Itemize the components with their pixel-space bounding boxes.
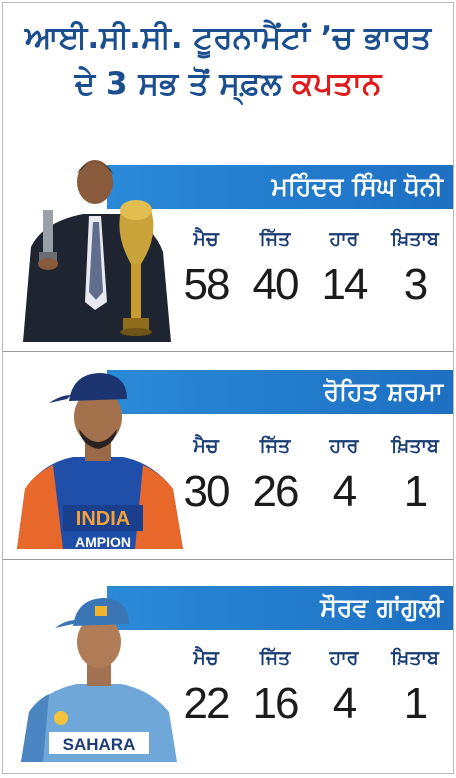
stats-grid: [173, 429, 453, 521]
label-wins: ਜਿੱਤ: [259, 647, 291, 669]
stats-grid: [173, 222, 453, 314]
value-losses: 14: [321, 260, 367, 309]
value-matches: 30: [183, 467, 229, 516]
captain-card-ganguly: [3, 569, 453, 762]
value-losses: 4: [332, 679, 356, 728]
infographic-frame: [2, 2, 454, 774]
jersey-india-text: INDIA: [75, 508, 131, 530]
value-losses: 4: [332, 467, 356, 516]
headline: [3, 3, 453, 107]
label-matches: ਮੈਚ: [193, 647, 219, 669]
label-matches: ਮੈਚ: [193, 228, 219, 250]
dhoni-with-trophies-photo: [3, 152, 193, 342]
captain-name-banner: ਮਹਿੰਦਰ ਸਿੰਘ ਧੋਨੀ: [107, 165, 453, 209]
headline-accent-word: ਕਪਤਾਨ: [292, 66, 382, 102]
label-wins: ਜਿੱਤ: [259, 228, 291, 250]
value-matches: 22: [183, 679, 229, 728]
label-matches: ਮੈਚ: [193, 435, 219, 457]
value-wins: 40: [252, 260, 298, 309]
label-losses: ਹਾਰ: [329, 647, 359, 669]
headline-line2: [3, 61, 453, 107]
stats-grid: [173, 641, 453, 733]
value-titles: 3: [403, 260, 427, 309]
captain-name-banner: ਸੌਰਵ ਗਾਂਗੁਲੀ: [107, 586, 453, 630]
divider: [3, 351, 453, 352]
value-matches: 58: [183, 260, 229, 309]
headline-line1: ਆਈ.ਸੀ.ਸੀ. ਟੂਰਨਾਮੈਂਟਾਂ ’ਚ ਭਾਰਤ: [24, 20, 432, 56]
captain-name-banner: ਰੋਹਿਤ ਸ਼ਰਮਾ: [107, 370, 453, 414]
captain-card-rohit: [3, 359, 453, 549]
jersey-sahara-text: SAHARA: [62, 735, 136, 754]
label-titles: ਖ਼ਿਤਾਬ: [391, 435, 439, 457]
headline-line2-prefix: ਦੇ 3 ਸਭ ਤੋਂ ਸ੍ਫ਼ਲ: [74, 66, 282, 102]
value-wins: 16: [252, 679, 298, 728]
value-wins: 26: [252, 467, 298, 516]
value-titles: 1: [403, 467, 427, 516]
label-titles: ਖ਼ਿਤਾਬ: [391, 647, 439, 669]
divider: [3, 559, 453, 560]
captain-card-dhoni: [3, 146, 453, 342]
label-titles: ਖ਼ਿਤਾਬ: [391, 228, 439, 250]
jersey-champions-text: AMPION: [75, 534, 131, 549]
label-losses: ਹਾਰ: [329, 435, 359, 457]
value-titles: 1: [403, 679, 427, 728]
ganguly-sahara-jersey-photo: [3, 572, 193, 762]
label-losses: ਹਾਰ: [329, 228, 359, 250]
rohit-india-jersey-photo: [3, 359, 193, 549]
label-wins: ਜਿੱਤ: [259, 435, 291, 457]
